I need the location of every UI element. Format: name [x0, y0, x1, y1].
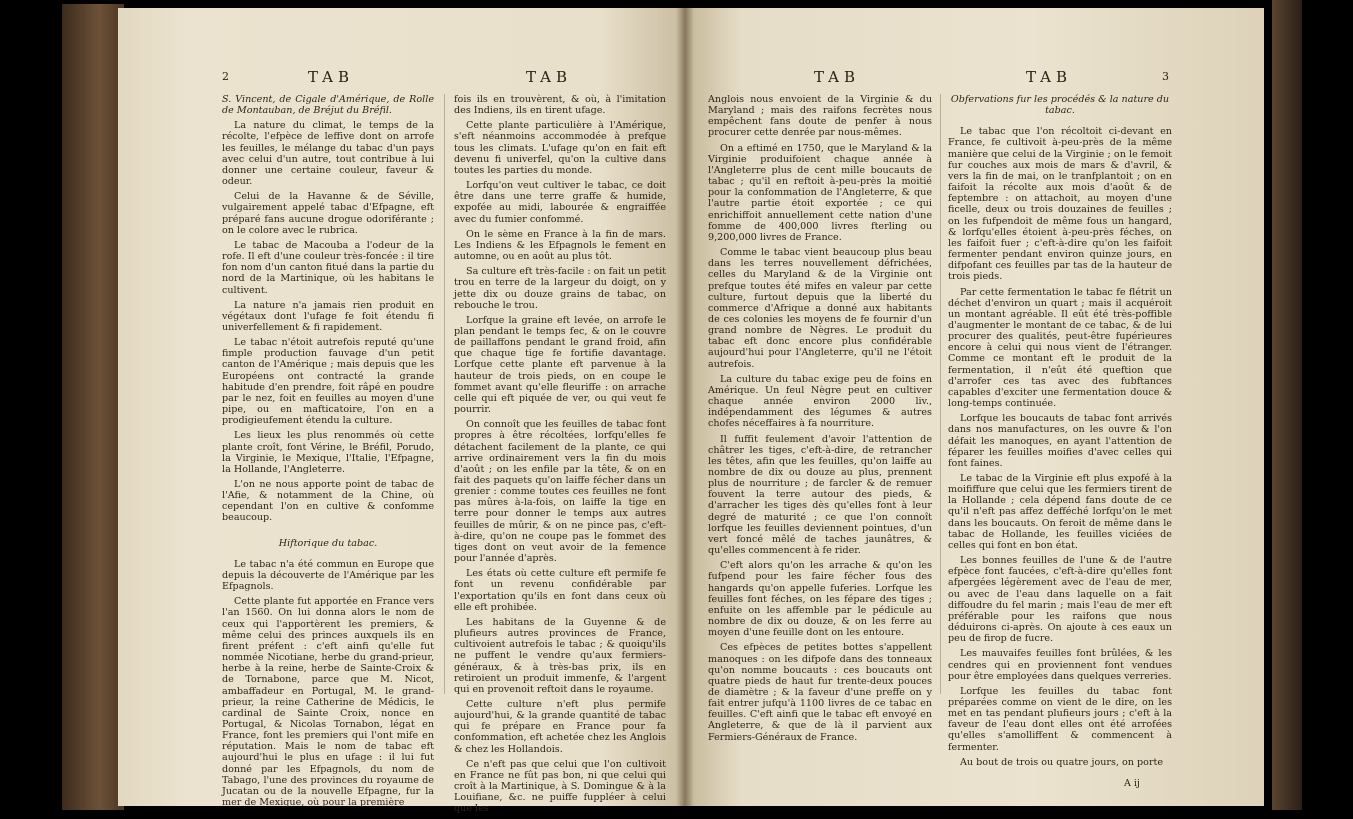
running-head-left-col2: TAB: [526, 68, 573, 86]
running-head-left-col1: TAB: [308, 68, 355, 86]
page-number-right: 3: [1162, 70, 1169, 83]
right-page-column-1: [708, 94, 932, 747]
paragraph: Au bout de trois ou quatre jours, on porte: [960, 756, 1164, 768]
paragraph: Anglois nous envoient de la Virginie & du Maryland ; mais des raifons fecrètes nous empêchent fans doute de penfer à nous procurer cette denrée par nous-mêmes.: [708, 94, 932, 139]
paragraph: Par cette fermentation le tabac fe flétrit un déchet d'environ un quart ; mais il acquéroit un montant agréable. Il eût été très-poffible d'augmenter le montant de ce tabac, & de lui procurer des qualités, peut-être fupérieures encore à celui qui nous vient de l'étranger. Comme ce montant eft le produit de la fermentation, il n'eût été queftion que d'arrofer ces tas avec des fubftances capables d'exciter une fermentation douce & long-temps continuée.: [948, 286, 1172, 410]
paragraph: Lorfque les feuilles du tabac font préparées comme on vient de le dire, on les met en tas pendant plufieurs jours ; c'eft à la faveur de l'eau dont elles ont été arrofées qu'elles s'amolliffent & commencent à fermenter.: [948, 685, 1172, 753]
column-intro: S. Vincent, de Cigale d'Amérique, de Rolle de Montauban, de Bréjut du Bréfil.: [222, 94, 434, 117]
paragraph: Celui de la Havanne & de Séville, vulgairement appelé tabac d'Efpagne, eft préparé fans aucune drogue odoriférante ; on le colore avec le rubrica.: [222, 191, 434, 236]
paragraph: Cette plante fut apportée en France vers l'an 1560. On lui donna alors le nom de ceux qui l'apportèrent les premiers, & même celui des princes auxquels ils en firent préfent : c'eft ainfi qu'elle fut nommée Nicotiane, herbe du grand-prieur, herbe à la reine, herbe de Sainte-Croix & de Tornabone, parce que M. Nicot, ambaffadeur en Portugal, M. le grand-prieur, la reine Catherine de Médicis, le cardinal de Sainte Croix, nonce en Portugal, & Nicolas Tornabon, légat en France, font les premiers qui l'ont mife en réputation. Mais le nom de tabac eft aujourd'hui le plus en ufage : il lui fut donné par les Efpagnols, du nom de Tabago, l'une des provinces du royaume de Jucatan ou de la nouvelle Efpagne, fur la mer de Mexique, où pour la première: [222, 596, 434, 809]
paragraph: La culture du tabac exige peu de foins en Amérique. Un feul Nègre peut en cultiver chaque année environ 2000 liv., indépendamment des légumes & autres chofes néceffaires à fa nourriture.: [708, 373, 932, 430]
paragraph: fois ils en trouvèrent, & où, à l'imitation des Indiens, ils en tirent ufage.: [454, 94, 666, 117]
paragraph: Les bonnes feuilles de l'une & de l'autre efpèce font faucées, c'eft-à-dire qu'elles font afpergées légèrement avec de l'eau de mer, ou avec de l'eau dans laquelle on a fait diffoudre du fel marin ; mais l'eau de mer eft préférable pour les raifons que nous déduirons ci-après. On ajoute à ces eaux un peu de firop de fucre.: [948, 555, 1172, 645]
paragraph: On connoît que les feuilles de tabac font propres à être récoltées, lorfqu'elles fe détachent facilement de la plante, ce qui arrive ordinairement vers la fin du mois d'août ; on les enfile par la tête, & on en fait des paquets qu'on laiffe fécher dans un grenier : comme toutes ces feuilles ne font pas mûres à-la-fois, on laiffe la tige en terre pour donner le temps aux autres feuilles de mûrir, & on ne pince pas, c'eft-à-dire, qu'on ne coupe pas le fommet des tiges dont on veut avoir de la femence pour l'année d'après.: [454, 419, 666, 565]
paragraph: Les lieux les plus renommés où cette plante croît, font Vérine, le Bréfil, Porudo, la Virginie, le Mexique, l'Italie, l'Efpagne, la Hollande, l'Angleterre.: [222, 430, 434, 475]
paragraph: Cette culture n'eft plus permife aujourd'hui, & la grande quantité de tabac qui fe prépare en France pour fa confommation, eft achetée chez les Anglois & chez les Hollandois.: [454, 698, 666, 755]
right-page: [684, 8, 1264, 806]
paragraph: L'on ne nous apporte point de tabac de l'Afie, & notamment de la Chine, où cependant l'on en cultive & confomme beaucoup.: [222, 479, 434, 524]
left-page-column-2: [454, 94, 666, 819]
book-gutter: [676, 8, 694, 806]
paragraph: La nature n'a jamais rien produit en végétaux dont l'ufage fe foit étendu fi univerfellement & fi rapidement.: [222, 299, 434, 333]
section-subheading: Obfervations fur les procédés & la nature du tabac.: [950, 94, 1170, 117]
column-rule: [940, 94, 941, 694]
paragraph: Le tabac de la Virginie eft plus expofé à la moififfure que celui que les fermiers tirent de la Hollande ; cela dépend fans doute de ce qu'il n'eft pas affez defféché lorfqu'on le met dans les boucauts. On feroit de même dans le tabac de Hollande, les feuilles viciées de celles qui font en bon état.: [948, 473, 1172, 551]
book-cover-left: [62, 4, 124, 810]
section-subheading: Hiftorique du tabac.: [278, 537, 378, 549]
paragraph: Il fuffit feulement d'avoir l'attention de châtrer les tiges, c'eft-à-dire, de retrancher les têtes, afin que les feuilles, qu'on laiffe au nombre de dix ou douze au plus, prennent plus de nourriture ; de farcler & de remuer fouvent la terre autour des pieds, & d'arracher les tiges dès qu'elles font à leur degré de maturité ; ce que l'on connoît lorfque les feuilles deviennent pointues, d'un vert foncé mêlé de taches jaunâtres, & qu'elles commencent à fe rider.: [708, 433, 932, 557]
paragraph: Ces efpèces de petites bottes s'appellent manoques : on les difpofe dans des tonneaux qu'on nomme boucauts : ces boucauts ont quatre pieds de haut fur trente-deux pouces de diamètre ; & la faveur d'une preffe on y fait entrer jufqu'à 1100 livres de ce tabac en feuilles. C'eft ainfi que le tabac eft envoyé en Angleterre, & que de là il parvient aux Fermiers-Généraux de France.: [708, 642, 932, 743]
paragraph: Ce n'eft pas que celui que l'on cultivoit en France ne fût pas bon, ni que celui qui croît à la Martinique, à S. Domingue & à la Louifiane, &c. ne puiffe fuppléer à celui que les: [454, 758, 666, 815]
right-page-column-2: [948, 94, 1172, 772]
paragraph: Les états où cette culture eft permife fe font un revenu confidérable par l'exportation qu'ils en font dans ceux où elle eft prohibée.: [454, 568, 666, 613]
left-page-column-1: [222, 94, 434, 812]
paragraph: Lorfqu'on veut cultiver le tabac, ce doit être dans une terre graffe & humide, expofée au midi, labourée & engraiffée avec du fumier confommé.: [454, 180, 666, 225]
paragraph: Cette plante particulière à l'Amérique, s'eft néanmoins accommodée à prefque tous les climats. L'ufage qu'on en fait eft devenu fi univerfel, qu'on la cultive dans toutes les parties du monde.: [454, 120, 666, 176]
paragraph: On le sème en France à la fin de mars. Les Indiens & les Efpagnols le fement en automne, ou en août au plus tôt.: [454, 228, 666, 263]
paragraph: Le tabac n'a été commun en Europe que depuis la découverte de l'Amérique par les Efpagnols.: [222, 558, 434, 593]
page-number-left: 2: [222, 70, 229, 83]
paragraph: Sa culture eft très-facile : on fait un petit trou en terre de la largeur du doigt, on y jette dix ou douze grains de tabac, on rebouche le trou.: [454, 266, 666, 311]
paragraph: On a eftimé en 1750, que le Maryland & la Virginie produifoient chaque année à l'Angleterre plus de cent mille boucauts de tabac ; qu'il en reftoit à-peu-près la moitié pour la confommation de l'Angleterre, & que l'autre partie étoit exportée ; ce qui enrichiffoit annuellement cette nation d'une fomme de 400,000 livres fterling ou 9,200,000 livres de France.: [708, 142, 932, 243]
paragraph: Comme le tabac vient beaucoup plus beau dans les terres nouvellement défrichées, celles du Maryland & de la Virginie ont prefque toutes été mifes en valeur par cette culture, furtout depuis que la liberté du commerce d'Afrique a donné aux habitants de ces colonies les moyens de fe fournir d'un grand nombre de Nègres. Le produit du tabac eft donc encore plus confidérable aujourd'hui pour l'Angleterre, qu'il ne l'étoit autrefois.: [708, 247, 932, 370]
paragraph: Les mauvaifes feuilles font brûlées, & les cendres qui en proviennent font vendues pour être employées dans quelques verreries.: [948, 648, 1172, 682]
paragraph: Lorfque les boucauts de tabac font arrivés dans nos manufactures, on les ouvre & l'on défait les manoques, en ayant l'attention de féparer les feuilles moifies d'avec celles qui font faines.: [948, 413, 1172, 469]
running-head-right-col1: TAB: [814, 68, 861, 86]
column-rule: [444, 94, 445, 694]
paragraph: Le tabac n'étoit autrefois reputé qu'une fimple production fauvage d'un petit canton de l'Amérique ; mais depuis que les Européens ont contracté la grande habitude d'en prendre, foit râpé en poudre par le nez, foit en feuilles au moyen d'une pipe, ou en mafticatoire, l'on en a prodigieufement étendu la culture.: [222, 337, 434, 427]
paragraph: Le tabac que l'on récoltoit ci-devant en France, fe cultivoit à-peu-près de la même manière que celui de la Virginie ; on le femoit fur couches aux mois de mars & d'avril, & vers la fin de mai, on le tranfplantoit ; on en faifoit la récolte aux mois d'août & de feptembre : on attachoit, au moyen d'une ficelle, deux ou trois douzaines de feuilles ; on les fufpendoit de même fous un hangard, & lorfqu'elles étoient à-peu-près féches, on les faifoit fuer ; c'eft-à-dire qu'on les faifoit fermenter pendant environ quinze jours, en difpofant ces feuilles par tas de la hauteur de trois pieds.: [948, 126, 1172, 283]
paragraph: Lorfque la graine eft levée, on arrofe le plan pendant le temps fec, & on le couvre de paillaffons pendant le grand froid, afin que chaque tige fe fortifie davantage. Lorfque cette plante eft parvenue à la hauteur de trois pieds, on en coupe le fommet avant qu'elle fleuriffe : on arrache celle qui eft piquée de ver, ou qui veut fe pourrir.: [454, 314, 666, 416]
signature-mark: A ij: [1124, 778, 1140, 789]
paragraph: Les habitans de la Guyenne & de plufieurs autres provinces de France, cultivoient autrefois le tabac ; & quoiqu'ils ne puffent le vendre qu'aux fermiers-généraux, & à très-bas prix, ils en retiroient un produit immenfe, & l'argent qui en provenoit reftoit dans le royaume.: [454, 616, 666, 695]
paragraph: La nature du climat, le temps de la récolte, l'efpèce de leffive dont on arrofe les feuilles, le mélange du tabac d'un pays avec celui d'un autre, tout contribue à lui donner une certaine couleur, faveur & odeur.: [222, 120, 434, 188]
left-page: [118, 8, 684, 815]
book-cover-right: [1272, 0, 1302, 810]
paragraph: Le tabac de Macouba a l'odeur de la rofe. Il eft d'une couleur très-foncée : il tire fon nom d'un canton fitué dans la partie du nord de la Martinique, où les habitans le cultivent.: [222, 239, 434, 296]
running-head-right-col2: TAB: [1026, 68, 1073, 86]
paragraph: C'eft alors qu'on les arrache & qu'on les fufpend pour les faire fécher fous des hangards qu'on appelle fuferies. Lorfque les feuilles font féches, on les fépare des tiges ; enfuite on les affemble par le pédicule au nombre de dix ou douze, & on les ferre au moyen d'une feuille dont on les entoure.: [708, 560, 932, 639]
